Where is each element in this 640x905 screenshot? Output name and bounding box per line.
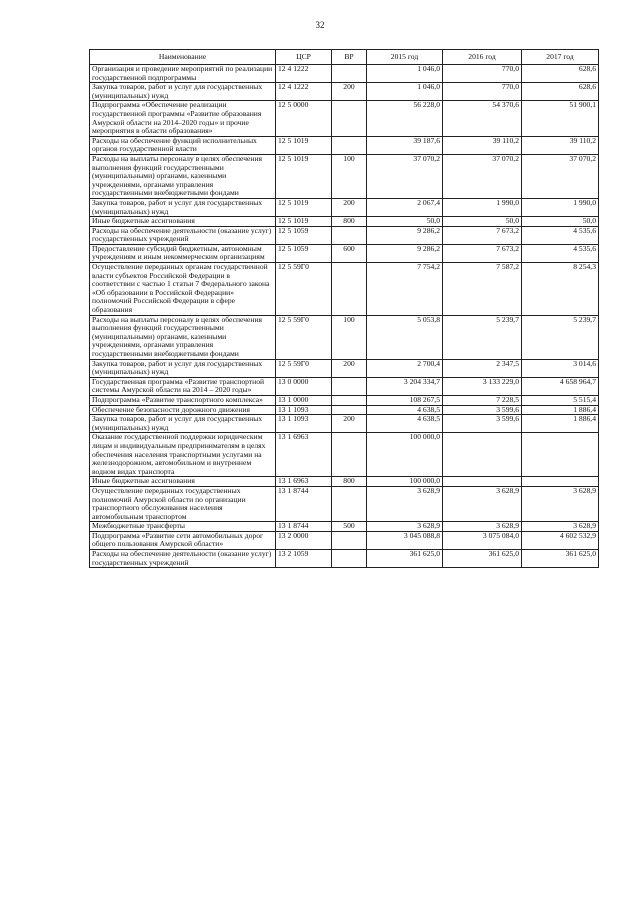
cell-vr: [332, 101, 367, 136]
header-name: Наименование: [90, 50, 276, 65]
cell-2016: [443, 477, 522, 487]
table-row: [90, 101, 599, 136]
cell-vr: 500: [332, 522, 367, 532]
cell-csr: 13 1 1093: [276, 415, 332, 433]
cell-name: Расходы на обеспечение деятельности (оказание услуг) государственных учреждений: [90, 550, 276, 568]
cell-2017: 3 014,6: [522, 359, 599, 377]
cell-vr: 100: [332, 154, 367, 198]
cell-csr: 12 5 59Г0: [276, 315, 332, 359]
cell-name: Осуществление переданных государственных полномочий Амурской области по организации транспортного обслуживания населения автомобильным транспортом: [90, 486, 276, 521]
cell-vr: 800: [332, 217, 367, 227]
cell-name: Расходы на обеспечение деятельности (оказание услуг) государственных учреждений: [90, 226, 276, 244]
cell-2017: 628,6: [522, 83, 599, 101]
cell-name: Расходы на обеспечение функций исполнительных органов государственной власти: [90, 136, 276, 154]
cell-2016: 1 990,0: [443, 198, 522, 216]
cell-csr: 12 5 0000: [276, 101, 332, 136]
cell-2015: 50,0: [367, 217, 443, 227]
cell-vr: [332, 486, 367, 521]
cell-2017: 37 070,2: [522, 154, 599, 198]
cell-2015: 100 000,0: [367, 433, 443, 477]
cell-2016: 7 673,2: [443, 244, 522, 262]
cell-2016: 3 133 229,0: [443, 377, 522, 395]
table-row: [90, 550, 599, 568]
cell-csr: 13 1 8744: [276, 486, 332, 521]
table-row: [90, 154, 599, 198]
cell-2017: 361 625,0: [522, 550, 599, 568]
table-row: [90, 244, 599, 262]
cell-2016: 3 628,9: [443, 522, 522, 532]
table-row: [90, 136, 599, 154]
cell-vr: [332, 531, 367, 549]
cell-2016: 770,0: [443, 83, 522, 101]
cell-2017: [522, 477, 599, 487]
budget-table: [89, 49, 599, 568]
cell-name: Расходы на выплаты персоналу в целях обеспечения выполнения функций государственными (муниципальными) органами, казенными учреждениями, органами управления государственными внебюджетными фондами: [90, 154, 276, 198]
cell-2015: 3 628,9: [367, 486, 443, 521]
cell-vr: [332, 226, 367, 244]
cell-2015: 7 754,2: [367, 263, 443, 316]
cell-2017: 5 515,4: [522, 395, 599, 405]
cell-2016: 54 370,6: [443, 101, 522, 136]
cell-csr: 12 5 1019: [276, 217, 332, 227]
cell-2016: [443, 433, 522, 477]
table-header-row: [90, 50, 599, 65]
cell-2017: 4 535,6: [522, 244, 599, 262]
cell-vr: [332, 377, 367, 395]
cell-2017: 4 535,6: [522, 226, 599, 244]
cell-csr: 12 5 1019: [276, 154, 332, 198]
table-row: [90, 226, 599, 244]
table-row: [90, 433, 599, 477]
cell-name: Закупка товаров, работ и услуг для государственных (муниципальных) нужд: [90, 359, 276, 377]
cell-2016: 3 599,6: [443, 405, 522, 415]
cell-2015: 1 046,0: [367, 83, 443, 101]
cell-2017: 5 239,7: [522, 315, 599, 359]
cell-name: Иные бюджетные ассигнования: [90, 477, 276, 487]
cell-2015: 39 187,6: [367, 136, 443, 154]
cell-csr: 12 5 59Г0: [276, 263, 332, 316]
cell-name: Закупка товаров, работ и услуг для государственных (муниципальных) нужд: [90, 415, 276, 433]
cell-2017: 51 900,1: [522, 101, 599, 136]
cell-2016: 3 599,6: [443, 415, 522, 433]
table-row: [90, 377, 599, 395]
cell-csr: 12 4 1222: [276, 83, 332, 101]
cell-2017: 1 886,4: [522, 415, 599, 433]
cell-2016: 3 075 084,0: [443, 531, 522, 549]
cell-2015: 3 628,9: [367, 522, 443, 532]
table-row: [90, 531, 599, 549]
cell-vr: [332, 550, 367, 568]
cell-csr: 13 2 1059: [276, 550, 332, 568]
header-2015: 2015 год: [367, 50, 443, 65]
cell-csr: 13 1 8744: [276, 522, 332, 532]
cell-2015: 361 625,0: [367, 550, 443, 568]
cell-csr: 13 1 0000: [276, 395, 332, 405]
cell-2017: 8 254,3: [522, 263, 599, 316]
cell-2016: 770,0: [443, 65, 522, 83]
table-row: [90, 415, 599, 433]
cell-2017: 39 110,2: [522, 136, 599, 154]
header-2017: 2017 год: [522, 50, 599, 65]
cell-2016: 2 347,5: [443, 359, 522, 377]
cell-vr: [332, 65, 367, 83]
cell-2016: 39 110,2: [443, 136, 522, 154]
cell-2015: 9 286,2: [367, 244, 443, 262]
cell-2016: 7 587,2: [443, 263, 522, 316]
cell-vr: [332, 405, 367, 415]
table-row: [90, 315, 599, 359]
cell-name: Оказание государственной поддержки юридическим лицам и индивидуальным предпринимателям в целях обеспечения населения транспортными услугами на железнодорожном, автомобильном и внутреннем водном видах транспорта: [90, 433, 276, 477]
cell-csr: 12 4 1222: [276, 65, 332, 83]
cell-2015: 3 204 334,7: [367, 377, 443, 395]
cell-name: Закупка товаров, работ и услуг для государственных (муниципальных) нужд: [90, 198, 276, 216]
cell-2016: 50,0: [443, 217, 522, 227]
cell-vr: 200: [332, 415, 367, 433]
cell-2015: 9 286,2: [367, 226, 443, 244]
cell-vr: [332, 263, 367, 316]
cell-2017: 4 602 532,9: [522, 531, 599, 549]
cell-csr: 12 5 1059: [276, 226, 332, 244]
cell-name: Иные бюджетные ассигнования: [90, 217, 276, 227]
header-2016: 2016 год: [443, 50, 522, 65]
cell-2015: 4 638,5: [367, 405, 443, 415]
cell-csr: 12 5 1019: [276, 136, 332, 154]
cell-csr: 13 2 0000: [276, 531, 332, 549]
cell-2015: 100 000,0: [367, 477, 443, 487]
cell-name: Осуществление переданных органам государственной власти субъектов Российской Федерации в соответствии с частью 1 статьи 7 Федерального закона «Об образовании в Российской Федерации» полномочий Российской Федерации в сфере образования: [90, 263, 276, 316]
table-row: [90, 477, 599, 487]
cell-name: Подпрограмма «Обеспечение реализации государственной программы «Развитие образования Амурской области на 2014–2020 годы» и прочие мероприятия в области образования»: [90, 101, 276, 136]
header-csr: ЦСР: [276, 50, 332, 65]
cell-vr: [332, 433, 367, 477]
cell-vr: 800: [332, 477, 367, 487]
cell-2017: 1 886,4: [522, 405, 599, 415]
cell-name: Подпрограмма «Развитие транспортного комплекса»: [90, 395, 276, 405]
table-row: [90, 395, 599, 405]
page-number: 32: [315, 20, 325, 30]
cell-2016: 37 070,2: [443, 154, 522, 198]
table-row: [90, 263, 599, 316]
table-row: [90, 217, 599, 227]
cell-2015: 2 067,4: [367, 198, 443, 216]
cell-csr: 13 1 6963: [276, 477, 332, 487]
table-row: [90, 522, 599, 532]
cell-2015: 108 267,5: [367, 395, 443, 405]
cell-2017: 3 628,9: [522, 522, 599, 532]
cell-2016: 7 228,5: [443, 395, 522, 405]
cell-2015: 5 053,8: [367, 315, 443, 359]
cell-vr: 200: [332, 198, 367, 216]
cell-2016: 3 628,9: [443, 486, 522, 521]
cell-name: Государственная программа «Развитие транспортной системы Амурской области на 2014 – 2020 годы»: [90, 377, 276, 395]
table-row: [90, 486, 599, 521]
cell-2015: 37 070,2: [367, 154, 443, 198]
table-row: [90, 83, 599, 101]
cell-name: Закупка товаров, работ и услуг для государственных (муниципальных) нужд: [90, 83, 276, 101]
cell-vr: 200: [332, 359, 367, 377]
cell-2015: 3 045 088,8: [367, 531, 443, 549]
cell-2016: 361 625,0: [443, 550, 522, 568]
cell-2015: 4 638,5: [367, 415, 443, 433]
cell-csr: 12 5 59Г0: [276, 359, 332, 377]
cell-vr: 600: [332, 244, 367, 262]
cell-2016: 5 239,7: [443, 315, 522, 359]
cell-name: Предоставление субсидий бюджетным, автономным учреждениям и иным некоммерческим организациям: [90, 244, 276, 262]
cell-csr: 12 5 1059: [276, 244, 332, 262]
cell-2015: 56 228,0: [367, 101, 443, 136]
cell-csr: 12 5 1019: [276, 198, 332, 216]
cell-2015: 2 700,4: [367, 359, 443, 377]
table-row: [90, 359, 599, 377]
header-vr: ВР: [332, 50, 367, 65]
cell-name: Обеспечение безопасности дорожного движения: [90, 405, 276, 415]
cell-vr: [332, 395, 367, 405]
table-row: [90, 405, 599, 415]
cell-vr: [332, 136, 367, 154]
cell-2017: 1 990,0: [522, 198, 599, 216]
cell-2016: 7 673,2: [443, 226, 522, 244]
cell-2015: 1 046,0: [367, 65, 443, 83]
cell-csr: 13 1 6963: [276, 433, 332, 477]
table-row: [90, 65, 599, 83]
table-body: [90, 65, 599, 568]
cell-2017: 628,6: [522, 65, 599, 83]
cell-name: Расходы на выплаты персоналу в целях обеспечения выполнения функций государственными (муниципальными) органами, казенными учреждениями, органами управления государственными внебюджетными фондами: [90, 315, 276, 359]
cell-name: Подпрограмма «Развитие сети автомобильных дорог общего пользования Амурской области»: [90, 531, 276, 549]
cell-vr: 200: [332, 83, 367, 101]
cell-2017: 3 628,9: [522, 486, 599, 521]
cell-2017: [522, 433, 599, 477]
cell-vr: 100: [332, 315, 367, 359]
cell-name: Организация и проведение мероприятий по реализации государственной подпрограммы: [90, 65, 276, 83]
cell-2017: 50,0: [522, 217, 599, 227]
table-row: [90, 198, 599, 216]
cell-csr: 13 0 0000: [276, 377, 332, 395]
cell-csr: 13 1 1093: [276, 405, 332, 415]
cell-name: Межбюджетные трансферты: [90, 522, 276, 532]
cell-2017: 4 658 964,7: [522, 377, 599, 395]
